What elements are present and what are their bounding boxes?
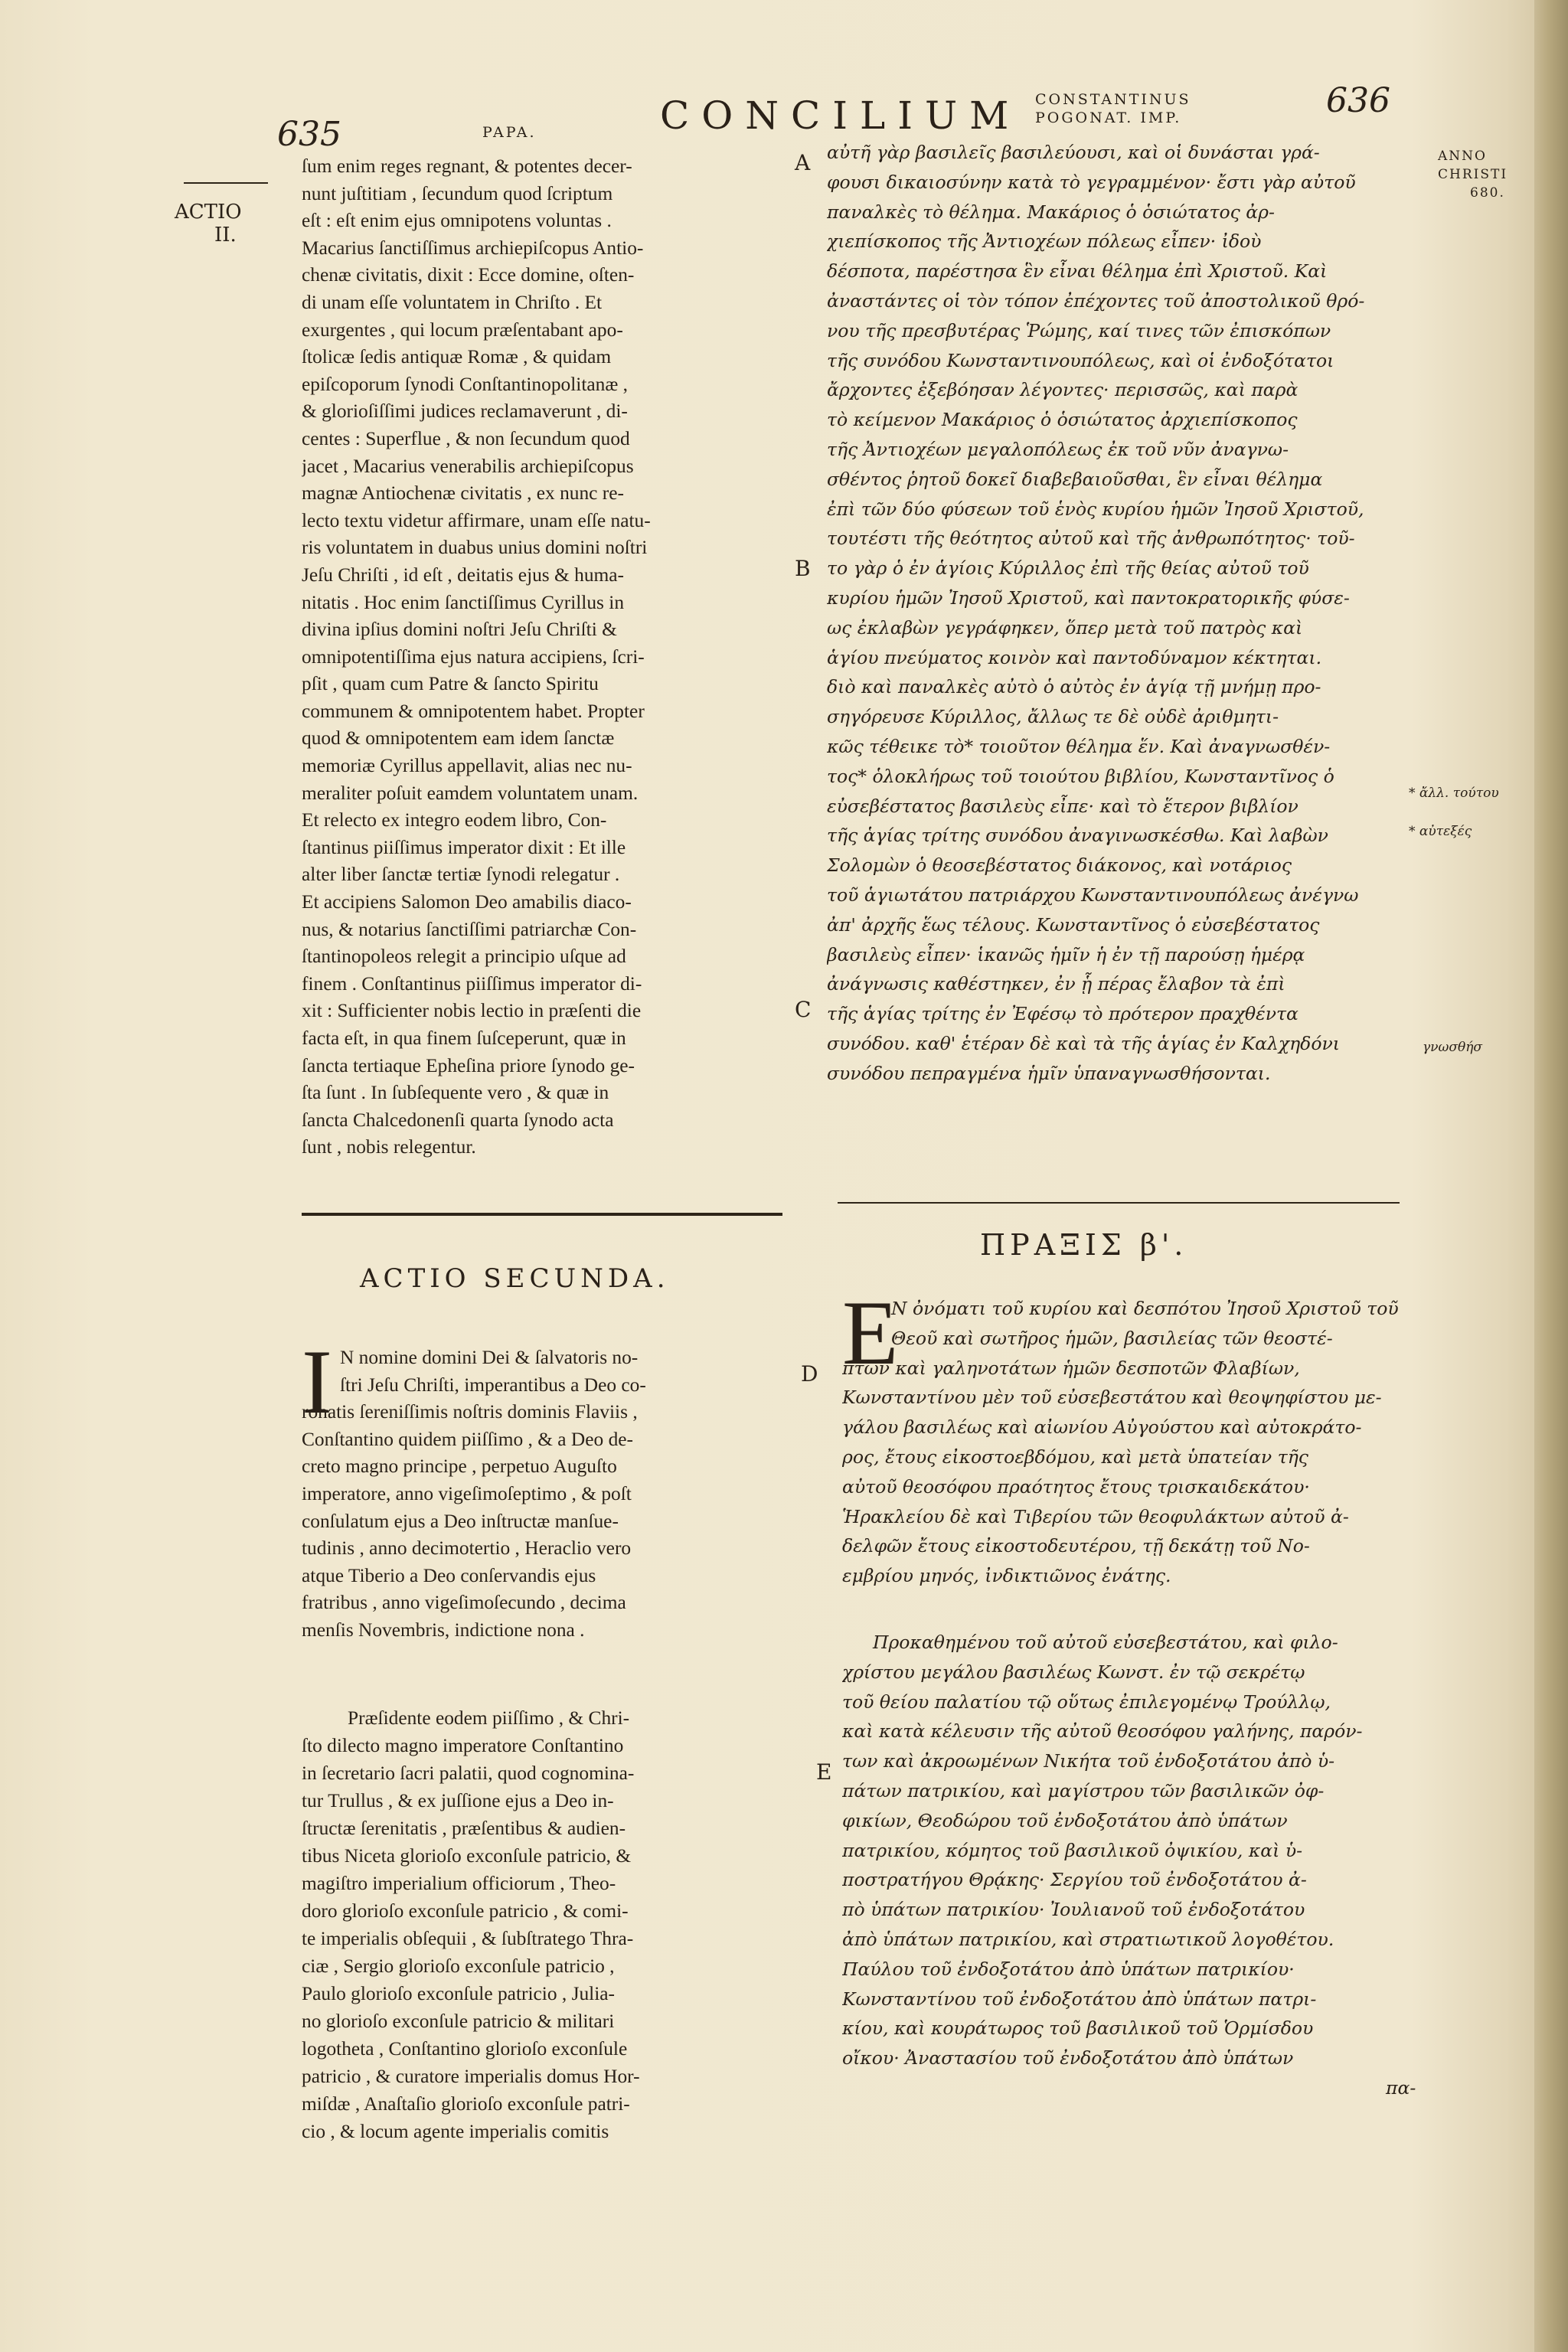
text-line: divina ipſius domini noſtri Jeſu Chriſti & bbox=[302, 619, 617, 641]
text-line: alter liber ſanctæ tertiæ ſynodi relegatur . bbox=[302, 864, 620, 886]
text-line: patricio , & curatore imperialis domus Hor- bbox=[302, 2066, 640, 2087]
right-running-head bbox=[1035, 90, 1234, 127]
text-line: Conſtantino quidem piiſſimo , & a Deo de- bbox=[302, 1428, 633, 1450]
text-line: τοῦ θείου παλατίου τῷ οὕτως ἐπιλεγομένῳ Τρούλλῳ, bbox=[842, 1690, 1331, 1713]
text-line: miſdæ , Anaſtaſio glorioſo exconſule patri- bbox=[302, 2093, 630, 2115]
text-line: nunt juſtitiam , ſecundum quod ſcriptum bbox=[302, 182, 613, 204]
text-line: κυρίου ἡμῶν Ἰησοῦ Χριστοῦ, καὶ παντοκρατορικῆς φύσε- bbox=[827, 586, 1350, 609]
margin-christi: CHRISTI bbox=[1438, 167, 1508, 182]
latin-paragraph-1 bbox=[302, 1344, 792, 1645]
text-line: βασιλεὺς εἶπεν· ἱκανῶς ἡμῖν ἡ ἐν τῇ παρούσῃ ἡμέρᾳ bbox=[827, 943, 1305, 965]
text-line: Et accipiens Salomon Deo amabilis diaco- bbox=[302, 891, 632, 913]
running-line-2: POGONAT. IMP. bbox=[1035, 109, 1182, 126]
text-line: ſta ſunt . In ſubſequente vero , & quæ in bbox=[302, 1082, 609, 1104]
text-line: ως ἐκλαβὼν γεγράφηκεν, ὅπερ μετὰ τοῦ πατρὸς καὶ bbox=[827, 616, 1303, 639]
latin-paragraph-2 bbox=[302, 1704, 792, 2145]
text-line: δέσποτα, παρέστησα ἓν εἶναι θέλημα ἐπὶ Χριστοῦ. Καὶ bbox=[827, 260, 1328, 283]
text-line: ἀνάγνωσις καθέστηκεν, ἐν ᾗ πέρας ἔλαβον τὰ ἐπὶ bbox=[827, 973, 1285, 995]
text-line: ποστρατήγου Θρᾴκης· Σεργίου τοῦ ἐνδοξοτάτου ἀ- bbox=[842, 1869, 1307, 1891]
text-line: συνόδου πεπραγμένα ἡμῖν ὑπαναγνωσθήσονται. bbox=[827, 1062, 1271, 1084]
latin-text-top bbox=[302, 153, 786, 1161]
section-letter-c: C bbox=[795, 997, 812, 1022]
text-line: ſtructæ ſerenitatis , præſentibus & audien- bbox=[302, 1818, 626, 1839]
text-line: τὸ κείμενον Μακάριος ὁ ὁσιώτατος ἀρχιεπίσκοπος bbox=[827, 409, 1298, 431]
left-margin-label bbox=[175, 201, 282, 247]
text-line: εὐσεβέστατος βασιλεὺς εἶπε· καὶ τὸ ἕτερον βιβλίον bbox=[827, 795, 1298, 817]
text-line: τῆς συνόδου Κωνσταντινουπόλεως, καὶ οἱ ἐνδοξότατοι bbox=[827, 349, 1334, 371]
greek-variant-note-2: * αὐτεξές bbox=[1409, 824, 1472, 839]
running-line-1: CONSTANTINUS bbox=[1035, 91, 1191, 108]
text-line: εμβρίου μηνός, ἰνδικτιῶνος ἐνάτης. bbox=[842, 1565, 1171, 1587]
text-line: ronatis ſereniſſimis noſtris dominis Flaviis , bbox=[302, 1401, 638, 1423]
text-line: ſtolicæ ſedis antiquæ Romæ , & quidam bbox=[302, 346, 612, 368]
text-line: ἁγίου πνεύματος κοινὸν καὶ παντοδύναμον κέκτηται. bbox=[827, 646, 1322, 668]
text-line: Προκαθημένου τοῦ αὐτοῦ εὐσεβεστάτου, καὶ φιλο- bbox=[873, 1632, 1338, 1653]
text-line: δελφῶν ἔτους εἰκοστοδευτέρου, τῇ δεκάτῃ τοῦ Νο- bbox=[842, 1535, 1310, 1557]
text-line: των καὶ ἀκροωμένων Νικήτα τοῦ ἐνδοξοτάτου ἀπὸ ὑ- bbox=[842, 1750, 1335, 1772]
page-edge bbox=[1534, 0, 1568, 2352]
text-line: ris voluntatem in duabus unius domini noſtri bbox=[302, 537, 648, 559]
text-line: ἀναστάντες οἱ τὸν τόπον ἐπέχοντες τοῦ ἀποστολικοῦ θρό- bbox=[827, 289, 1365, 312]
page-title: CONCILIUM bbox=[660, 93, 1021, 138]
text-line: πτων καὶ γαληνοτάτων ἡμῶν δεσποτῶν Φλαβίων, bbox=[842, 1357, 1300, 1379]
text-line: σθέντος ῥητοῦ δοκεῖ διαβεβαιοῦσθαι, ἓν εἶναι θέλημα bbox=[827, 468, 1323, 490]
text-line: tibus Niceta glorioſo exconſule patricio, & bbox=[302, 1845, 632, 1867]
text-line: ſancta Chalcedonenſi quarta ſynodo acta bbox=[302, 1109, 614, 1131]
text-line: αὐτοῦ θεοσόφου πραότητος ἔτους τρισκαιδεκάτου· bbox=[842, 1475, 1310, 1498]
text-line: communem & omnipotentem habet. Propter bbox=[302, 700, 645, 722]
text-line: κίου, καὶ κουράτωρος τοῦ βασιλικοῦ τοῦ Ὁρμίσδου bbox=[842, 2017, 1314, 2040]
text-line: pſit , quam cum Patre & ſancto Spiritu bbox=[302, 673, 599, 695]
text-line: eſt : eſt enim ejus omnipotens voluntas . bbox=[302, 210, 612, 232]
text-line: οἴκου· Ἀναστασίου τοῦ ἐνδοξοτάτου ἀπὸ ὑπάτων bbox=[842, 2047, 1294, 2069]
text-line: creto magno principe , perpetuo Auguſto bbox=[302, 1455, 617, 1478]
text-line: menſis Novembris, indictione nona . bbox=[302, 1619, 585, 1641]
text-line: ſtantinus piiſſimus imperator dixit : Et ille bbox=[302, 836, 626, 858]
text-line: Σολομὼν ὁ θεοσεβέστατος διάκονος, καὶ νοτάριος bbox=[827, 854, 1292, 877]
text-line: χρίστου μεγάλου βασιλέως Κωνστ. ἐν τῷ σεκρέτῳ bbox=[842, 1661, 1305, 1683]
text-line: ρος, ἔτους εἰκοστοεβδόμου, καὶ μετὰ ὑπατείαν τῆς bbox=[842, 1446, 1308, 1468]
text-line: ſtantinopoleos relegit a principio uſque ad bbox=[302, 946, 626, 968]
latin-section-rule bbox=[302, 1213, 782, 1216]
text-line: atque Tiberio a Deo conſervandis ejus bbox=[302, 1564, 596, 1586]
text-line: tudinis , anno decimotertio , Heraclio vero bbox=[302, 1537, 632, 1560]
margin-anno: ANNO bbox=[1438, 149, 1487, 164]
text-line: centes : Superflue , & non ſecundum quod bbox=[302, 427, 630, 449]
right-page-number: 636 bbox=[1326, 81, 1390, 120]
text-line: ἐπὶ τῶν δύο φύσεων τοῦ ἑνὸς κυρίου ἡμῶν Ἰησοῦ Χριστοῦ, bbox=[827, 498, 1364, 520]
text-line: quod & omnipotentem eam idem ſanctæ bbox=[302, 727, 615, 750]
latin-drop-cap: I bbox=[302, 1331, 332, 1432]
text-line: conſulatum ejus a Deo inſtructæ manſue- bbox=[302, 1510, 619, 1532]
text-line: N nomine domini Dei & ſalvatoris no- bbox=[340, 1347, 639, 1368]
text-line: chenæ civitatis, dixit : Ecce domine, oſten- bbox=[302, 264, 635, 286]
margin-year: 680. bbox=[1470, 185, 1505, 201]
text-line: facta eſt, in qua finem ſuſceperunt, quæ in bbox=[302, 1027, 626, 1049]
text-line: no glorioſo exconſule patricio & militari bbox=[302, 2011, 615, 2032]
greek-variant-note-3: γνωσθήσ bbox=[1423, 1040, 1482, 1055]
text-line: tur Trullus , & ex juſſione ejus a Deo in- bbox=[302, 1790, 614, 1811]
text-line: ἀπ' ἀρχῆς ἕως τέλους. Κωνσταντῖνος ὁ εὐσεβέστατος bbox=[827, 913, 1320, 936]
text-line: τῆς ἁγίας τρίτης συνόδου ἀναγινωσκέσθω. Καὶ λαβὼν bbox=[827, 825, 1328, 847]
text-line: & glorioſiſſimi judices reclamaverunt , di- bbox=[302, 400, 628, 423]
text-line: καὶ κατὰ κέλευσιν τῆς αὐτοῦ θεοσόφου γαλήνης, παρόν- bbox=[842, 1720, 1363, 1743]
text-line: Θεοῦ καὶ σωτῆρος ἡμῶν, βασιλείας τῶν θεοστέ- bbox=[891, 1327, 1333, 1349]
text-line: ἄρχοντες ἐξεβόησαν λέγοντες· περισσῶς, καὶ παρὰ bbox=[827, 379, 1298, 401]
text-line: ſtri Jeſu Chriſti, imperantibus a Deo co- bbox=[340, 1374, 646, 1396]
text-line: φικίων, Θεοδώρου τοῦ ἐνδοξοτάτου ἀπὸ ὑπάτων bbox=[842, 1809, 1288, 1831]
text-line: ſto dilecto magno imperatore Conſtantino bbox=[302, 1735, 624, 1756]
greek-drop-cap: E bbox=[842, 1282, 899, 1383]
section-letter-a: A bbox=[795, 150, 811, 175]
text-line: jacet , Macarius venerabilis archiepiſcopus bbox=[302, 455, 634, 477]
text-line: πατρικίου, κόμητος τοῦ βασιλικοῦ ὀψικίου, καὶ ὑ- bbox=[842, 1839, 1303, 1861]
text-line: Jeſu Chriſti , id eſt , deitatis ejus & huma- bbox=[302, 564, 625, 586]
text-line: imperatore, anno vigeſimoſeptimo , & poſt bbox=[302, 1482, 632, 1504]
text-line: Ν ὀνόματι τοῦ κυρίου καὶ δεσπότου Ἰησοῦ Χριστοῦ τοῦ bbox=[891, 1298, 1399, 1319]
text-line: xit : Sufficienter nobis lectio in præſenti die bbox=[302, 1000, 642, 1022]
text-line: Præſidente eodem piiſſimo , & Chri- bbox=[348, 1707, 630, 1729]
text-line: πάτων πατρικίου, καὶ μαγίστρου τῶν βασιλικῶν ὀφ- bbox=[842, 1779, 1325, 1802]
margin-number: II. bbox=[214, 224, 237, 247]
text-line: νου τῆς πρεσβυτέρας Ῥώμης, καί τινες τῶν ἐπισκόπων bbox=[827, 319, 1331, 341]
text-line: cio , & locum agente imperialis comitis bbox=[302, 2121, 609, 2142]
text-line: Ἡρακλείου δὲ καὶ Τιβερίου τῶν θεοφυλάκτων αὐτοῦ ἀ- bbox=[842, 1505, 1349, 1527]
text-line: Paulo glorioſo exconſule patricio , Juliа- bbox=[302, 1983, 615, 2004]
text-line: ἀπὸ ὑπάτων πατρικίου, καὶ στρατιωτικοῦ λογοθέτου. bbox=[842, 1928, 1334, 1950]
text-line: epiſcoporum ſynodi Conſtantinopolitanæ , bbox=[302, 373, 628, 395]
latin-heading: ACTIO SECUNDA. bbox=[360, 1263, 670, 1294]
text-line: Παύλου τοῦ ἐνδοξοτάτου ἀπὸ ὑπάτων πατρικίου· bbox=[842, 1958, 1295, 1980]
text-line: σηγόρευσε Κύριλλος, ἄλλως τε δὲ οὐδὲ ἀριθμητι- bbox=[827, 706, 1279, 728]
text-line: ſunt , nobis relegentur. bbox=[302, 1136, 476, 1158]
greek-section-rule bbox=[838, 1202, 1400, 1204]
text-line: συνόδου. καθ' ἑτέραν δὲ καὶ τὰ τῆς ἁγίας ἐν Καλχηδόνι bbox=[827, 1032, 1340, 1054]
text-line: in ſecretario ſacri palatii, quod cognomina- bbox=[302, 1762, 635, 1784]
greek-paragraph-1 bbox=[842, 1294, 1424, 1591]
margin-rule bbox=[184, 182, 268, 184]
text-line: ſancta tertiaque Epheſina priore ſynodo ge- bbox=[302, 1054, 635, 1076]
section-letter-b: B bbox=[795, 556, 811, 581]
text-line: di unam eſſe voluntatem in Chriſto . Et bbox=[302, 291, 603, 313]
text-line: doro glorioſo exconſule patricio , & comi- bbox=[302, 1900, 629, 1922]
section-letter-d: D bbox=[801, 1361, 818, 1387]
text-line: memoriæ Cyrillus appellavit, alias nec nu- bbox=[302, 755, 632, 777]
text-line: Et relecto ex integro eodem libro, Con- bbox=[302, 809, 607, 831]
text-line: finem . Conſtantinus piiſſimus imperator di- bbox=[302, 972, 642, 995]
text-line: χιεπίσκοπος τῆς Ἀντιοχέων πόλεως εἶπεν· ἰδοὺ bbox=[827, 230, 1262, 253]
text-line: nitatis . Hoc enim ſanctiſſimus Cyrillus in bbox=[302, 591, 625, 613]
text-line: magnæ Antiochenæ civitatis , ex nunc re- bbox=[302, 482, 624, 505]
greek-variant-note-1: * ἄλλ. τούτου bbox=[1409, 786, 1499, 801]
text-line: lecto textu videtur affirmare, unam eſſe natu- bbox=[302, 509, 651, 531]
left-page-number: 635 bbox=[277, 115, 341, 154]
text-line: τουτέστι τῆς θεότητος αὐτοῦ καὶ τῆς ἀνθρωπότητος· τοῦ- bbox=[827, 528, 1355, 550]
text-line: Κωνσταντίνου μὲν τοῦ εὐσεβεστάτου καὶ θεοψηφίστου με- bbox=[842, 1387, 1382, 1409]
text-line: πὸ ὑπάτων πατρικίου· Ἰουλιανοῦ τοῦ ἐνδοξοτάτου bbox=[842, 1899, 1305, 1921]
text-line: nus, & notarius ſanctiſſimi patriarchæ Con- bbox=[302, 918, 637, 940]
text-line: κῶς τέθεικε τὸ* τοιοῦτον θέλημα ἕν. Καὶ ἀναγνωσθέν- bbox=[827, 735, 1331, 757]
text-line: παναλκὲς τὸ θέλημα. Μακάριος ὁ ὁσιώτατος ἀρ- bbox=[827, 201, 1275, 223]
text-line: αὐτῆ γὰρ βασιλεῖς βασιλεύουσι, καὶ οἱ δυνάσται γρά- bbox=[827, 142, 1320, 163]
text-line: πα- bbox=[1386, 2076, 1416, 2099]
text-line: logotheta , Conſtantino glorioſo exconſule bbox=[302, 2038, 628, 2060]
greek-heading: ΠΡΑΞΙΣ β'. bbox=[980, 1228, 1188, 1262]
text-line: te imperialis obſequii , & ſubſtratego Thra- bbox=[302, 1928, 634, 1949]
greek-text-top bbox=[827, 138, 1427, 1089]
text-line: φουσι δικαιοσύνην κατὰ τὸ γεγραμμένον· ἔστι γὰρ αὐτοῦ bbox=[827, 171, 1356, 193]
text-line: exurgentes , qui locum præſentabant apo- bbox=[302, 318, 623, 341]
text-line: Macarius ſanctiſſimus archiepiſcopus Antio- bbox=[302, 237, 644, 259]
text-line: τος* ὁλοκλήρως τοῦ τοιούτου βιβλίου, Κωνσταντῖνος ὁ bbox=[827, 765, 1334, 787]
text-line: γάλου βασιλέως καὶ αἰωνίου Αὐγούστου καὶ αὐτοκράτο- bbox=[842, 1416, 1362, 1439]
text-line: ſum enim reges regnant, & potentes decer- bbox=[302, 155, 632, 177]
left-running-head: PAPA. bbox=[482, 124, 537, 141]
greek-paragraph-2 bbox=[842, 1628, 1424, 2103]
right-margin-label bbox=[1438, 147, 1530, 202]
text-line: το γὰρ ὁ ἐν ἁγίοις Κύριλλος ἐπὶ τῆς θείας αὐτοῦ τοῦ bbox=[827, 557, 1309, 580]
text-line: meraliter poſuit eamdem voluntatem unam. bbox=[302, 782, 639, 804]
text-line: Κωνσταντίνου τοῦ ἐνδοξοτάτου ἀπὸ ὑπάτων πατρι- bbox=[842, 1988, 1317, 2010]
text-line: omnipotentiſſima ejus natura accipiens, ſcri- bbox=[302, 645, 645, 668]
text-line: διὸ καὶ παναλκὲς αὐτὸ ὁ αὐτὸς ἐν ἁγίᾳ τῇ μνήμῃ προ- bbox=[827, 676, 1321, 698]
text-line: ciæ , Sergio glorioſo exconſule patricio , bbox=[302, 1955, 615, 1977]
margin-actio: ACTIO bbox=[175, 201, 242, 224]
text-line: fratribus , anno vigeſimoſecundo , decima bbox=[302, 1592, 626, 1614]
text-line: τῆς Ἀντιοχέων μεγαλοπόλεως ἐκ τοῦ νῦν ἀναγνω- bbox=[827, 438, 1289, 460]
text-line: τοῦ ἁγιωτάτου πατριάρχου Κωνσταντινουπόλεως ἀνέγνω bbox=[827, 884, 1359, 906]
section-letter-e: E bbox=[816, 1759, 832, 1785]
text-line: τῆς ἁγίας τρίτης ἐν Ἐφέσῳ τὸ πρότερον πραχθέντα bbox=[827, 1003, 1298, 1025]
text-line: magiſtro imperialium officiorum , Theo- bbox=[302, 1873, 616, 1894]
